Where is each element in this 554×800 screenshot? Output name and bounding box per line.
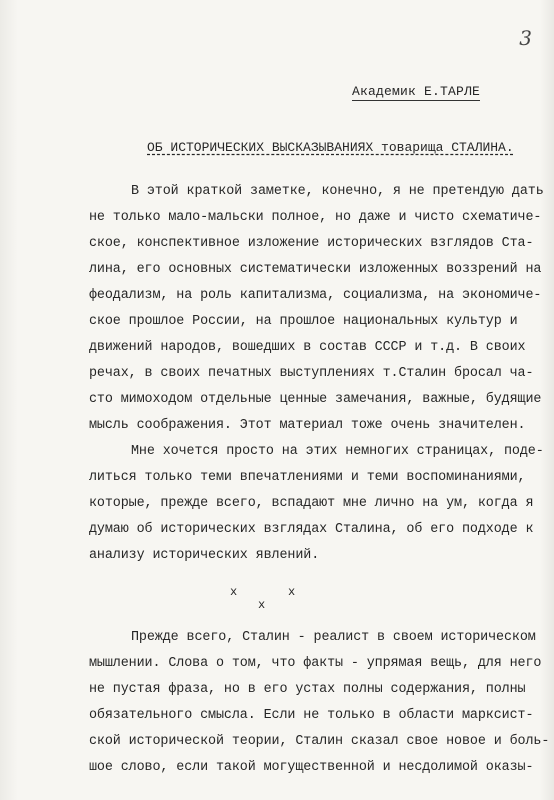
section-separator-mark: x [258,598,266,612]
text-line: думаю об исторических взглядах Сталина, об его подходе к [89,522,534,537]
text-line: которые, прежде всего, вспадают мне лично на ум, когда я [89,496,534,511]
text-line: мышлении. Слова о том, что факты - упрямая вещь, для него [89,656,542,671]
section-separator-mark: x [230,585,238,599]
text-line: Прежде всего, Сталин - реалист в своем историческом [131,630,536,645]
text-line: мысль соображения. Этот материал тоже очень значителен. [89,418,526,433]
section-separator-mark: x [288,585,296,599]
text-line: сто мимоходом отдельные ценные замечания, важные, будящие [89,392,542,407]
text-line: обязательного смысла. Если не только в области марксист- [89,708,534,723]
text-line: В этой краткой заметке, конечно, я не претендую дать [131,184,544,199]
text-line: движений народов, вошедших в состав СССР и т.д. В своих [89,340,526,355]
page-number: 3 [519,26,532,50]
text-line: ское, конспективное изложение исторических взглядов Ста- [89,236,534,251]
text-line: анализу исторических явлений. [89,548,320,563]
article-title: ОБ ИСТОРИЧЕСКИХ ВЫСКАЗЫВАНИЯХ товарища СТАЛИНА. [147,140,514,155]
text-line: Мне хочется просто на этих немногих страницах, поде- [131,444,544,459]
text-line: литься только теми впечатлениями и теми воспоминаниями, [89,470,526,485]
text-line: ской исторической теории, Сталин сказал свое новое и боль- [89,734,550,749]
text-line: не пустая фраза, но в его устах полны содержания, полны [89,682,526,697]
text-line: ское прошлое России, на прошлое национальных культур и [89,314,518,329]
text-line: феодализм, на роль капитализма, социализма, на экономиче- [89,288,542,303]
text-line: не только мало-мальски полное, но даже и чисто схематиче- [89,210,542,225]
text-line: речах, в своих печатных выступлениях т.Сталин бросал ча- [89,366,534,381]
text-line: шое слово, если такой могущественной и несдолимой оказы- [89,760,534,775]
text-line: лина, его основных систематически изложенных воззрений на [89,262,542,277]
author-line: Академик Е.ТАРЛЕ [352,84,481,99]
